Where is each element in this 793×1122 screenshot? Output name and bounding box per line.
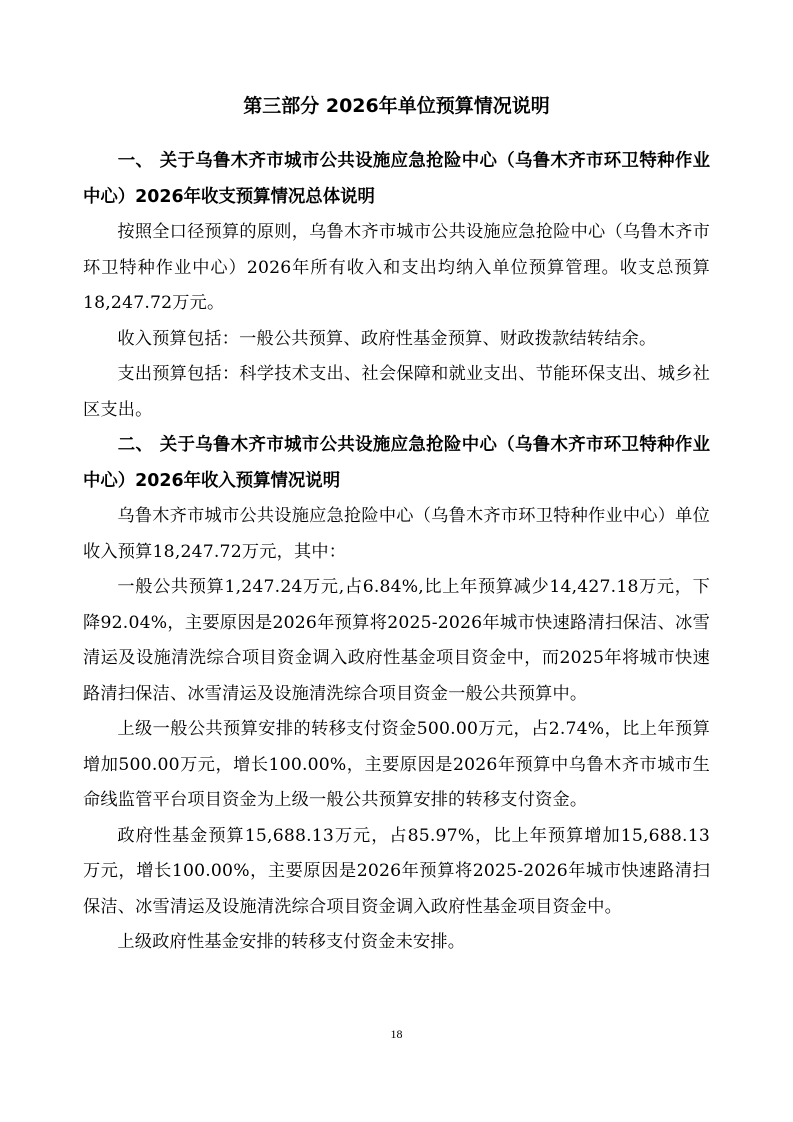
page-title: 第三部分 2026年单位预算情况说明 <box>243 95 550 117</box>
section-2-paragraph: 乌鲁木齐市城市公共设施应急抢险中心（乌鲁木齐市环卫特种作业中心）单位收入预算18,247.72万元，其中： <box>83 506 710 562</box>
section-1-paragraph: 收入预算包括：一般公共预算、政府性基金预算、财政拨款结转结余。 <box>117 328 657 349</box>
section-2-paragraph: 政府性基金预算15,688.13万元，占85.97%，比上年预算增加15,688.13万元，增长100.00%，主要原因是2026年预算将2025-2026年城市快速路清扫保洁、冰雪清运及设施清洗综合项目资金调入政府性基金项目资金中。 <box>83 825 710 917</box>
section-2-paragraph: 上级政府性基金安排的转移支付资金未安排。 <box>117 932 466 952</box>
section-1-heading: 一、 关于乌鲁木齐市城市公共设施应急抢险中心（乌鲁木齐市环卫特种作业中心）2026年收支预算情况总体说明 <box>83 151 710 207</box>
section-1-paragraph: 按照全口径预算的原则，乌鲁木齐市城市公共设施应急抢险中心（乌鲁木齐市环卫特种作业中心）2026年所有收入和支出均纳入单位预算管理。收支总预算18,247.72万元。 <box>83 222 710 313</box>
section-1-paragraph: 支出预算包括：科学技术支出、社会保障和就业支出、节能环保支出、城乡社区支出。 <box>83 364 710 420</box>
page-number: 18 <box>390 1027 403 1041</box>
document-body <box>83 144 710 961</box>
section-2-paragraph: 上级一般公共预算安排的转移支付资金500.00万元，占2.74%，比上年预算增加500.00万元，增长100.00%，主要原因是2026年预算中乌鲁木齐市城市生命线监管平台项目资金为上级一般公共预算安排的转移支付资金。 <box>83 719 710 810</box>
section-2-heading: 二、 关于乌鲁木齐市城市公共设施应急抢险中心（乌鲁木齐市环卫特种作业中心）2026年收入预算情况说明 <box>83 435 710 491</box>
section-2-paragraph: 一般公共预算1,247.24万元,占6.84%,比上年预算减少14,427.18万元，下降92.04%，主要原因是2026年预算将2025-2026年城市快速路清扫保洁、冰雪清运及设施清洗综合项目资金调入政府性基金项目资金中，而2025年将城市快速路清扫保洁、冰雪清运及设施清洗综合项目资金一般公共预算中。 <box>83 577 710 704</box>
